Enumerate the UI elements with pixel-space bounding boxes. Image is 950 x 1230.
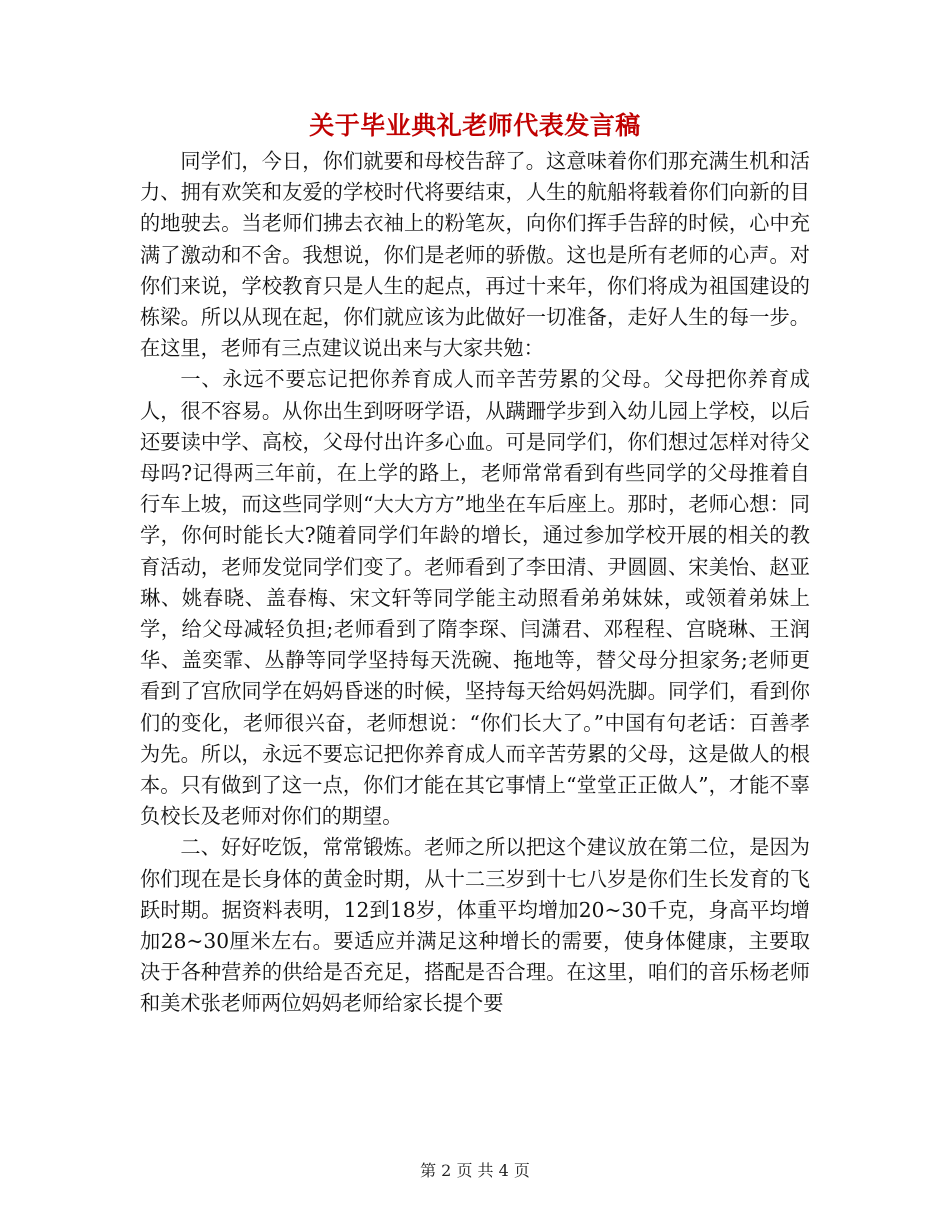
document-title: 关于毕业典礼老师代表发言稿 [309,111,641,140]
page-number-footer: 第 2 页 共 4 页 [420,1161,530,1180]
paragraph-suggestion-two: 二、好好吃饭，常常锻炼。老师之所以把这个建议放在第二位，是因为你们现在是长身体的黄金时期，从十二三岁到十七八岁是你们生长发育的飞跃时期。据资料表明，12到18岁，体重平均增加20~30千克，身高平均增加28~30厘米左右。要适应并满足这种增长的需要，使身体健康，主要取决于各种营养的供给是否充足，搭配是否合理。在这里，咱们的音乐杨老师和美术张老师两位妈妈老师给家长提个要 [140,835,810,1016]
paragraph-intro: 同学们，今日，你们就要和母校告辞了。这意味着你们那充满生机和活力、拥有欢笑和友爱的学校时代将要结束，人生的航船将载着你们向新的目的地驶去。当老师们拂去衣袖上的粉笔灰，向你们挥手告辞的时候，心中充满了激动和不舍。我想说，你们是老师的骄傲。这也是所有老师的心声。对你们来说，学校教育只是人生的起点，再过十来年，你们将成为祖国建设的栋梁。所以从现在起，你们就应该为此做好一切准备，走好人生的每一步。在这里，老师有三点建议说出来与大家共勉： [140,149,810,361]
document-body [140,146,810,1020]
paragraph-suggestion-one: 一、永远不要忘记把你养育成人而辛苦劳累的父母。父母把你养育成人，很不容易。从你出生到呀呀学语，从蹒跚学步到入幼儿园上学校，以后还要读中学、高校，父母付出许多心血。可是同学们，你们想过怎样对待父母吗?记得两三年前，在上学的路上，老师常常看到有些同学的父母推着自行车上坡，而这些同学则“大大方方”地坐在车后座上。那时，老师心想：同学，你何时能长大?随着同学们年龄的增长，通过参加学校开展的相关的教育活动，老师发觉同学们变了。老师看到了李田清、尹圆圆、宋美怡、赵亚琳、姚春晓、盖春梅、宋文轩等同学能主动照看弟弟妹妹，或领着弟妹上学，给父母减轻负担;老师看到了隋李琛、闫潇君、邓程程、宫晓琳、王润华、盖奕霏、丛静等同学坚持每天洗碗、拖地等，替父母分担家务;老师更看到了宫欣同学在妈妈昏迷的时候，坚持每天给妈妈洗脚。同学们，看到你们的变化，老师很兴奋，老师想说：“你们长大了。”中国有句老话：百善孝为先。所以，永远不要忘记把你养育成人而辛苦劳累的父母，这是做人的根本。只有做到了这一点，你们才能在其它事情上“堂堂正正做人”，才能不辜负校长及老师对你们的期望。 [140,367,810,829]
